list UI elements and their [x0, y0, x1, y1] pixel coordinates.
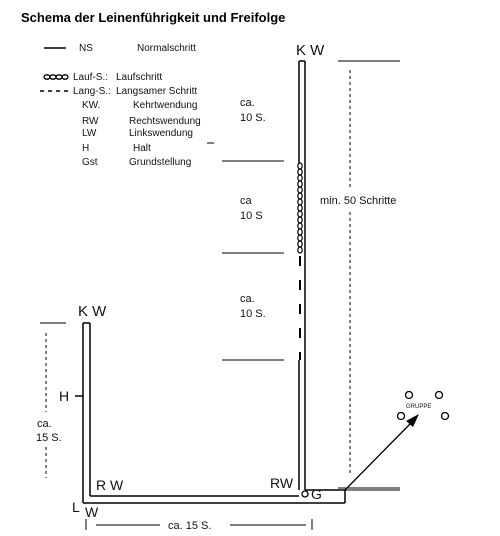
legend-desc: Langsamer Schritt	[116, 86, 198, 97]
segment-1-steps: 10 S.	[240, 112, 266, 124]
chain-link	[298, 181, 302, 187]
legend-desc: Linkswendung	[129, 128, 193, 139]
chain-link	[298, 175, 302, 181]
segment-1-ca: ca.	[240, 97, 255, 109]
chain-link	[298, 193, 302, 199]
legend-desc: Kehrtwendung	[133, 100, 198, 111]
left-dim-steps: 15 S.	[36, 432, 62, 444]
bottom-track	[83, 490, 400, 503]
running-step-chain	[298, 163, 302, 253]
chain-link	[298, 241, 302, 247]
main-track	[298, 61, 305, 490]
legend-desc: Rechtswendung	[129, 116, 201, 127]
rw-right-label: RW	[270, 475, 294, 491]
chain-link	[298, 205, 302, 211]
legend-abbr: Lang-S.:	[73, 86, 111, 97]
min-steps-label: min. 50 Schritte	[320, 195, 397, 207]
chain-link	[298, 223, 302, 229]
chain-link	[298, 235, 302, 241]
legend-abbr: H	[82, 143, 90, 154]
legend-abbr: KW.	[82, 100, 101, 111]
diagram-title: Schema der Leinenführigkeit und Freifolge	[21, 10, 286, 25]
chain-link	[298, 163, 302, 169]
legend-desc: Normalschritt	[137, 43, 196, 54]
legend-abbr: NS	[79, 43, 93, 54]
halt-label: H	[59, 388, 70, 404]
bottom-dim-label: ca. 15 S.	[168, 520, 212, 532]
legend-desc: Grundstellung	[129, 157, 192, 168]
legend-symbol-chain	[44, 75, 68, 79]
legend-abbr: LW	[82, 128, 97, 139]
legend-desc: Halt	[133, 143, 151, 154]
chain-link	[298, 217, 302, 223]
kw-left-label: K W	[78, 303, 107, 320]
left-dim-ca: ca.	[37, 418, 52, 430]
group-label: GRUPPE	[406, 404, 432, 410]
chain-link	[298, 211, 302, 217]
kw-top-label: K W	[296, 42, 325, 59]
chain-link	[298, 169, 302, 175]
lw-label-w: W	[85, 504, 99, 520]
chain-link	[298, 229, 302, 235]
g-label: G	[311, 486, 322, 502]
segment-3-steps: 10 S.	[240, 308, 266, 320]
segment-2-ca: ca	[240, 195, 252, 207]
dimension-min-steps	[338, 61, 400, 488]
legend-desc: Laufschritt	[116, 72, 163, 83]
rw-left-label: R W	[96, 477, 124, 493]
chain-link	[298, 247, 302, 253]
left-track	[75, 323, 90, 503]
chain-link	[298, 199, 302, 205]
legend-abbr: Gst	[82, 157, 98, 168]
segment-2-steps: 10 S	[240, 210, 263, 222]
start-position-marker	[302, 491, 308, 497]
arrow-to-group	[345, 414, 419, 490]
lw-label-l: L	[72, 499, 80, 515]
legend-abbr: Lauf-S.:	[73, 72, 109, 83]
chain-link	[298, 187, 302, 193]
legend-abbr: RW	[82, 116, 99, 127]
legend	[40, 43, 201, 168]
segment-3-ca: ca.	[240, 293, 255, 305]
